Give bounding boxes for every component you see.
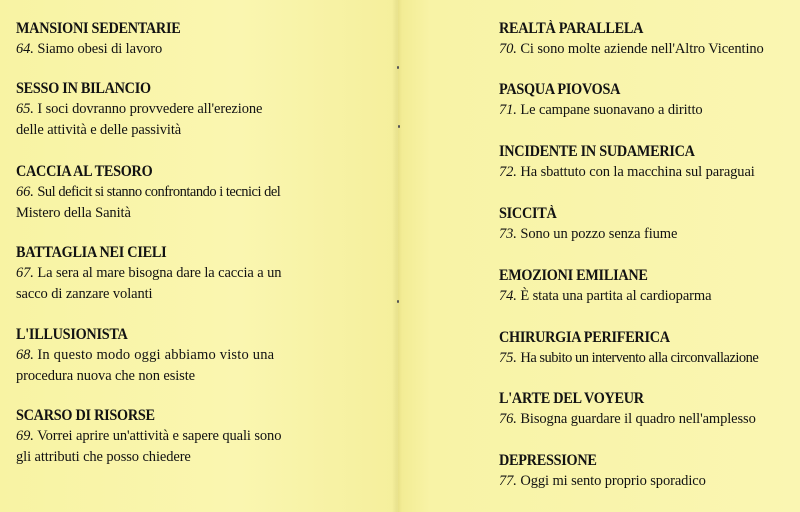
entry-72	[499, 142, 794, 183]
print-speck	[397, 300, 399, 303]
entry-text	[499, 162, 794, 183]
entry-title: BATTAGLIA NEI CIELI	[16, 244, 167, 261]
entry-text	[499, 286, 794, 307]
entry-69	[16, 406, 391, 468]
entry-title: L'ILLUSIONISTA	[16, 326, 128, 343]
entry-line: Ha sbattuto con la macchina sul paraguai	[520, 164, 755, 180]
entry-line: Sono un pozzo senza fiume	[520, 226, 678, 242]
entry-number: 69.	[16, 428, 34, 444]
entry-number: 66.	[16, 184, 34, 200]
print-speck	[397, 66, 399, 69]
entry-line: Ha subito un intervento alla circonvallazione	[520, 350, 759, 366]
entry-number: 73.	[499, 226, 517, 242]
entry-title: CHIRURGIA PERIFERICA	[499, 329, 670, 346]
entry-68	[16, 325, 391, 387]
entry-line: procedura nuova che non esiste	[16, 368, 195, 384]
entry-text	[16, 182, 391, 224]
entry-number: 76.	[499, 411, 517, 427]
entry-line: In questo modo oggi abbiamo visto una	[37, 347, 275, 363]
entry-line: Sul deficit si stanno confrontando i tecnici del	[37, 184, 281, 200]
right-page	[398, 0, 800, 512]
entry-text	[499, 100, 794, 121]
print-speck	[398, 125, 400, 128]
entry-number: 65.	[16, 101, 34, 117]
entry-line: La sera al mare bisogna dare la caccia a un	[37, 265, 282, 281]
entry-text	[499, 224, 794, 245]
entry-77	[499, 451, 794, 492]
entry-line: Oggi mi sento proprio sporadico	[520, 473, 706, 489]
entry-text	[499, 409, 794, 430]
entry-line: Le campane suonavano a diritto	[520, 102, 703, 118]
entry-text	[499, 471, 794, 492]
entry-line: Siamo obesi di lavoro	[37, 41, 163, 57]
entry-line: Ci sono molte aziende nell'Altro Vicentino	[520, 41, 764, 57]
entry-title: EMOZIONI EMILIANE	[499, 267, 648, 284]
entry-number: 68.	[16, 347, 34, 363]
entry-title: MANSIONI SEDENTARIE	[16, 20, 181, 37]
entry-65	[16, 79, 391, 141]
entry-67	[16, 243, 391, 305]
entry-text	[499, 348, 794, 369]
entry-text	[499, 39, 794, 60]
entry-text	[16, 99, 391, 141]
entry-number: 72.	[499, 164, 517, 180]
entry-line: sacco di zanzare volanti	[16, 286, 153, 302]
entry-line: Vorrei aprire un'attività e sapere quali sono	[37, 428, 282, 444]
book-gutter	[392, 0, 402, 512]
entry-title: CACCIA AL TESORO	[16, 163, 153, 180]
entry-number: 75.	[499, 350, 517, 366]
entry-title: SICCITÀ	[499, 205, 557, 222]
entry-number: 70.	[499, 41, 517, 57]
entry-76	[499, 389, 794, 430]
entry-title: DEPRESSIONE	[499, 452, 597, 469]
entry-title: SESSO IN BILANCIO	[16, 80, 151, 97]
entry-title: INCIDENTE IN SUDAMERICA	[499, 143, 695, 160]
entry-75	[499, 328, 794, 369]
entry-title: SCARSO DI RISORSE	[16, 407, 155, 424]
entry-73	[499, 204, 794, 245]
entry-title: L'ARTE DEL VOYEUR	[499, 390, 644, 407]
entry-number: 67.	[16, 265, 34, 281]
entry-line: delle attività e delle passività	[16, 122, 182, 138]
entry-title: PASQUA PIOVOSA	[499, 81, 621, 98]
entry-66	[16, 162, 391, 224]
entry-line: È stata una partita al cardioparma	[520, 288, 712, 304]
entry-number: 77.	[499, 473, 517, 489]
entry-line: Bisogna guardare il quadro nell'amplesso	[520, 411, 756, 427]
entry-text	[16, 426, 391, 468]
entry-text	[16, 345, 391, 387]
entry-number: 64.	[16, 41, 34, 57]
entry-text	[16, 263, 391, 305]
entry-line: I soci dovranno provvedere all'erezione	[37, 101, 263, 117]
entry-line: Mistero della Sanità	[16, 205, 131, 221]
entry-74	[499, 266, 794, 307]
entry-64	[16, 19, 391, 60]
entry-text	[16, 39, 391, 60]
entry-70	[499, 19, 794, 60]
entry-number: 71.	[499, 102, 517, 118]
entry-71	[499, 80, 794, 121]
entry-number: 74.	[499, 288, 517, 304]
entry-line: gli attributi che posso chiedere	[16, 449, 191, 465]
entry-title: REALTÀ PARALLELA	[499, 20, 644, 37]
